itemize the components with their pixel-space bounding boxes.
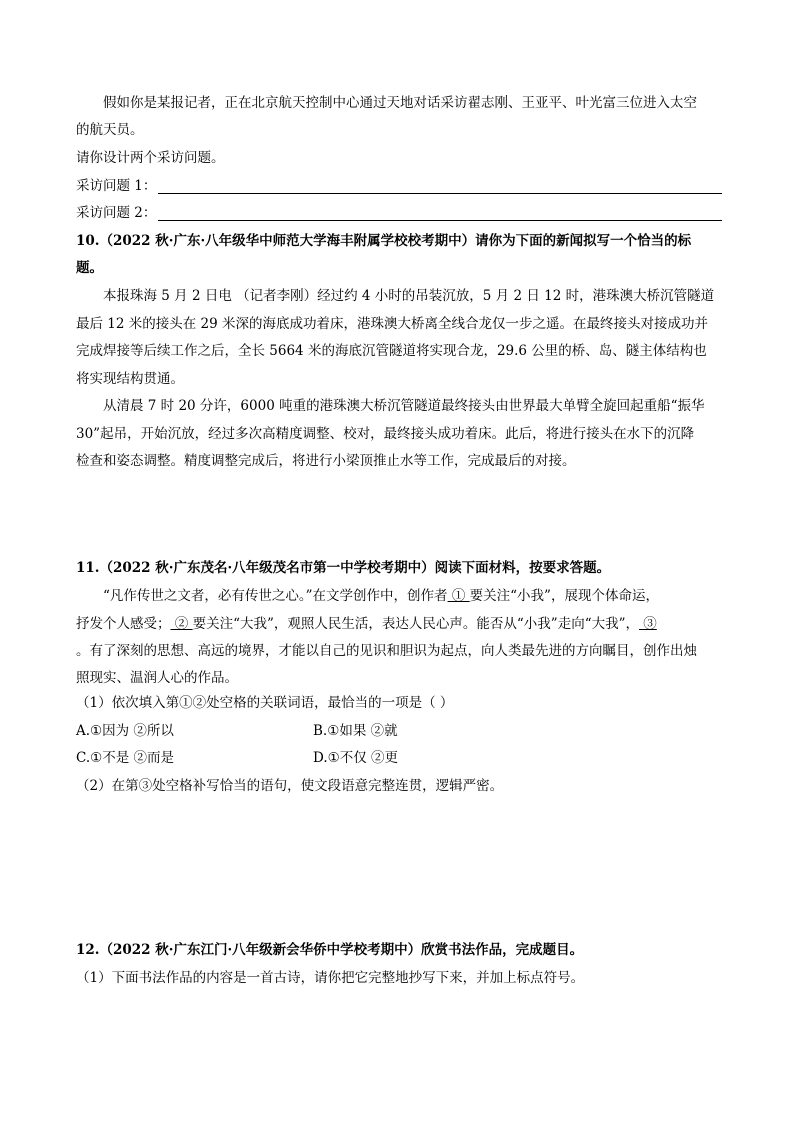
intro-prompt: 请你设计两个采访问题。: [76, 150, 225, 166]
material-line: [76, 611, 722, 638]
material-text: “凡作传世之文者，必有传世之心。”在文学创作中，创作者: [103, 588, 448, 604]
interview-question-2-label: 采访问题 2：: [76, 205, 157, 221]
interview-question-2-answer-line[interactable]: [158, 202, 722, 221]
news-paragraph-line: 30”起吊，开始沉放，经过多次高精度调整、校对，最终接头成功着床。此后，将进行接头在水下的沉降: [76, 426, 695, 442]
news-paragraph-line: 本报珠海 5 月 2 日电 （记者李刚）经过约 4 小时的吊装沉放，5 月 2 日 12 时，港珠澳大桥沉管隧道: [103, 288, 715, 304]
news-paragraph-line: 检查和姿态调整。精度调整完成后，将进行小梁顶推止水等工作，完成最后的对接。: [76, 453, 576, 469]
news-paragraph-line: 完成焊接等后续工作之后，全长 5664 米的海底沉管隧道将实现合龙，29.6 公里的桥、岛、隧主体结构也: [76, 343, 707, 359]
blank-1[interactable]: ①: [447, 588, 470, 604]
question-11-sub-1: （1）依次填入第①②处空格的关联词语，最恰当的一项是（ ）: [76, 695, 454, 711]
option-d[interactable]: D.①不仅 ②更: [313, 750, 399, 766]
intro-text-line: 的航天员。: [76, 122, 144, 138]
intro-text-line: 假如你是某报记者，正在北京航天控制中心通过天地对话采访翟志刚、王亚平、叶光富三位进入太空: [103, 95, 697, 111]
question-11-sub-2: （2）在第③处空格补写恰当的语句，使文段语意完整连贯，逻辑严密。: [76, 778, 504, 794]
material-text: 要关注“小我”，展现个体命运，: [469, 588, 659, 604]
news-paragraph-line: 将实现结构贯通。: [76, 371, 184, 387]
interview-question-1-label: 采访问题 1：: [76, 178, 157, 194]
material-line: 照现实、温润人心的作品。: [76, 670, 238, 686]
blank-3[interactable]: ③: [639, 616, 657, 632]
news-paragraph-line: 最后 12 米的接头在 29 米深的海底成功着床，港珠澳大桥离全线合龙仅一步之遥。在最终接头对接成功并: [76, 316, 709, 332]
question-11-title: 11.（2022 秋·广东茂名·八年级茂名市第一中学校考期中）阅读下面材料，按要求答题。: [76, 560, 611, 576]
question-12-title: 12.（2022 秋·广东江门·八年级新会华侨中学校考期中）欣赏书法作品，完成题目。: [76, 942, 584, 958]
interview-question-1-answer-line[interactable]: [158, 175, 722, 194]
material-line: [103, 583, 722, 610]
news-paragraph-line: 从清晨 7 时 20 分许，6000 吨重的港珠澳大桥沉管隧道最终接头由世界最大单臂全旋回起重船“振华: [103, 398, 705, 414]
option-b[interactable]: B.①如果 ②就: [313, 723, 398, 739]
question-10-title: 10.（2022 秋·广东·八年级华中师范大学海丰附属学校校考期中）请你为下面的新闻拟写一个恰当的标: [76, 233, 692, 249]
question-12-sub-1: （1）下面书法作品的内容是一首古诗，请你把它完整地抄写下来，并加上标点符号。: [76, 970, 585, 986]
blank-2[interactable]: ②: [170, 616, 193, 632]
interview-question-2-row: [76, 200, 722, 227]
option-a[interactable]: A.①因为 ②所以: [76, 723, 174, 739]
interview-question-1-row: [76, 173, 722, 200]
material-line: 。有了深刻的思想、高远的境界，才能以自己的见识和胆识为起点，向人类最先进的方向瞩目，创作出烛: [76, 643, 697, 659]
material-text: 抒发个人感受；: [76, 616, 171, 632]
option-c[interactable]: C.①不是 ②而是: [76, 750, 175, 766]
question-10-title-cont: 题。: [76, 260, 103, 276]
material-text: 要关注“大我”，观照人民生活，表达人民心声。能否从“小我”走向“大我”，: [192, 616, 640, 632]
